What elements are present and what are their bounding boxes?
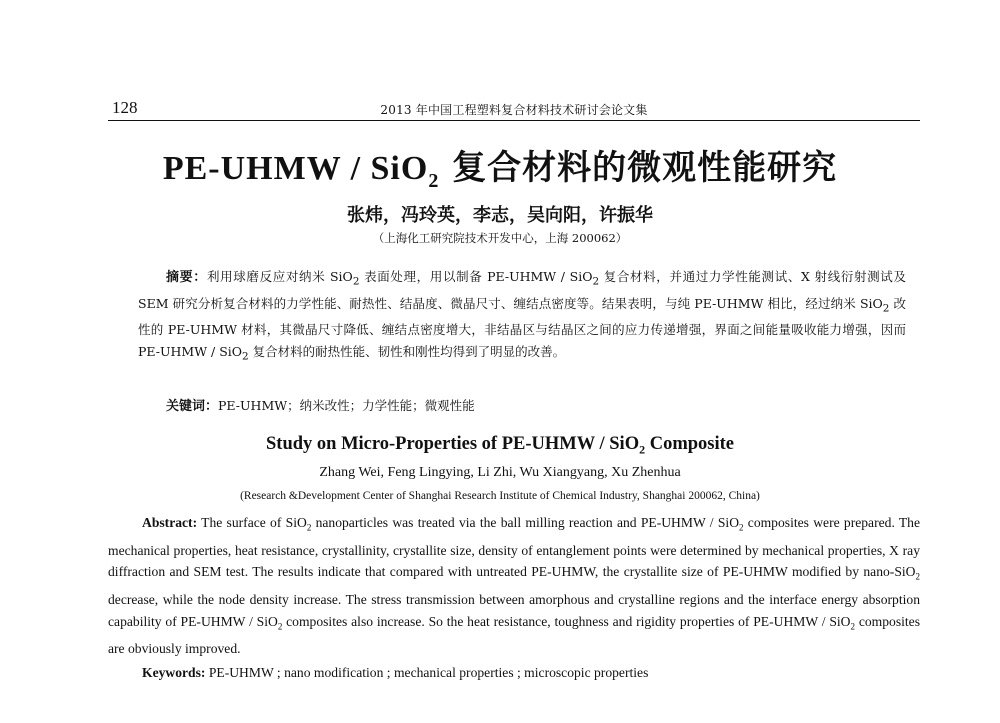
abstract-english-label: Abstract: [142, 515, 198, 530]
abstract-english-sub-1: 2 [306, 522, 312, 533]
keywords-chinese [166, 395, 906, 414]
abstract-english-sub-4: 2 [277, 621, 283, 632]
title-chinese [100, 140, 900, 193]
abstract-english-text-3: composites were prepared. The mechanical properties, heat resistance, crystallinity, crystallite size, density of entanglement points were determined by mechanical properties, X ray diffraction and SEM test. The results indicate that compared with untreated PE-UHMW, the crystallite size of PE-UHMW modified by nano-SiO [108, 515, 920, 580]
abstract-chinese-sub-1: 2 [352, 275, 360, 288]
abstract-chinese-label: 摘要： [166, 270, 207, 285]
title-english-part2: Composite [645, 434, 734, 454]
title-chinese-subscript: 2 [428, 169, 440, 192]
abstract-english-text-6: composites are obviously improved. [108, 613, 920, 657]
abstract-english-sub-5: 2 [850, 621, 855, 632]
abstract-chinese-sub-4: 2 [242, 350, 249, 363]
abstract-chinese-text-3: 复合材料，并通过力学性能测试、X 射线衍射测试及 SEM 研究分析复合材料的力学性能、耐热性、结晶度、微晶尺寸、缠结点密度等。结果表明，与纯 PE-UHMW 相比，经过纳米 SiO [138, 269, 906, 311]
affiliation-english: (Research &Development Center of Shanghai Research Institute of Chemical Industry, Shanghai 200062, China) [240, 490, 760, 502]
keywords-english-text: PE-UHMW ; nano modification ; mechanical properties ; microscopic properties [205, 665, 649, 680]
conference-title: 2013 年中国工程塑料复合材料技术研讨会论文集 [380, 103, 648, 117]
keywords-english [142, 665, 922, 681]
abstract-chinese-text-4: 改性的 PE-UHMW 材料，其微晶尺寸降低、缠结点密度增大，非结晶区与结晶区之间的应力传递增强，界面之间能量吸收能力增强，因而 PE-UHMW / SiO [138, 295, 906, 359]
abstract-english-sub-2: 2 [739, 522, 744, 533]
abstract-english-sub-3: 2 [915, 572, 920, 583]
affiliation-chinese: （上海化工研究院技术开发中心，上海 200062） [372, 231, 628, 245]
authors-english: Zhang Wei, Feng Lingying, Li Zhi, Wu Xiangyang, Xu Zhenhua [319, 465, 681, 480]
abstract-english-text-5: composites also increase. So the heat resistance, toughness and rigidity properties of PE-UHMW / SiO [282, 613, 851, 629]
abstract-chinese-text-5: 复合材料的耐热性能、韧性和刚性均得到了明显的改善。 [248, 343, 566, 359]
abstract-english-text-2: nanoparticles was treated via the ball milling reaction and PE-UHMW / SiO [311, 515, 740, 530]
header-rule [108, 120, 920, 121]
title-english [150, 434, 850, 458]
keywords-english-label: Keywords: [142, 665, 206, 680]
abstract-english-text-4: decrease, while the node density increase. The stress transmission between amorphous and crystalline regions and the interface energy absorption capability of PE-UHMW / SiO [108, 591, 920, 629]
keywords-chinese-text: PE-UHMW；纳米改性；力学性能；微观性能 [218, 398, 475, 413]
abstract-chinese-sub-3: 2 [882, 302, 890, 315]
abstract-english-text-1: The surface of SiO [197, 515, 307, 530]
title-chinese-part1: PE-UHMW / SiO [162, 150, 429, 187]
abstract-chinese-text-1: 利用球磨反应对纳米 SiO [206, 269, 353, 284]
abstract-chinese-text-2: 表面处理，用以制备 PE-UHMW / SiO [359, 269, 593, 284]
abstract-chinese-sub-2: 2 [592, 275, 600, 288]
abstract-english [108, 512, 920, 660]
abstract-chinese [138, 266, 906, 367]
title-chinese-part2: 复合材料的微观性能研究 [439, 148, 838, 188]
title-english-subscript: 2 [639, 442, 646, 457]
authors-chinese: 张炜，冯玲英，李志，吴向阳，许振华 [347, 205, 653, 226]
title-english-part1: Study on Micro-Properties of PE-UHMW / SiO [266, 434, 640, 454]
keywords-chinese-label: 关键词： [166, 399, 219, 414]
page-number: 128 [112, 98, 138, 117]
running-head [108, 98, 920, 120]
